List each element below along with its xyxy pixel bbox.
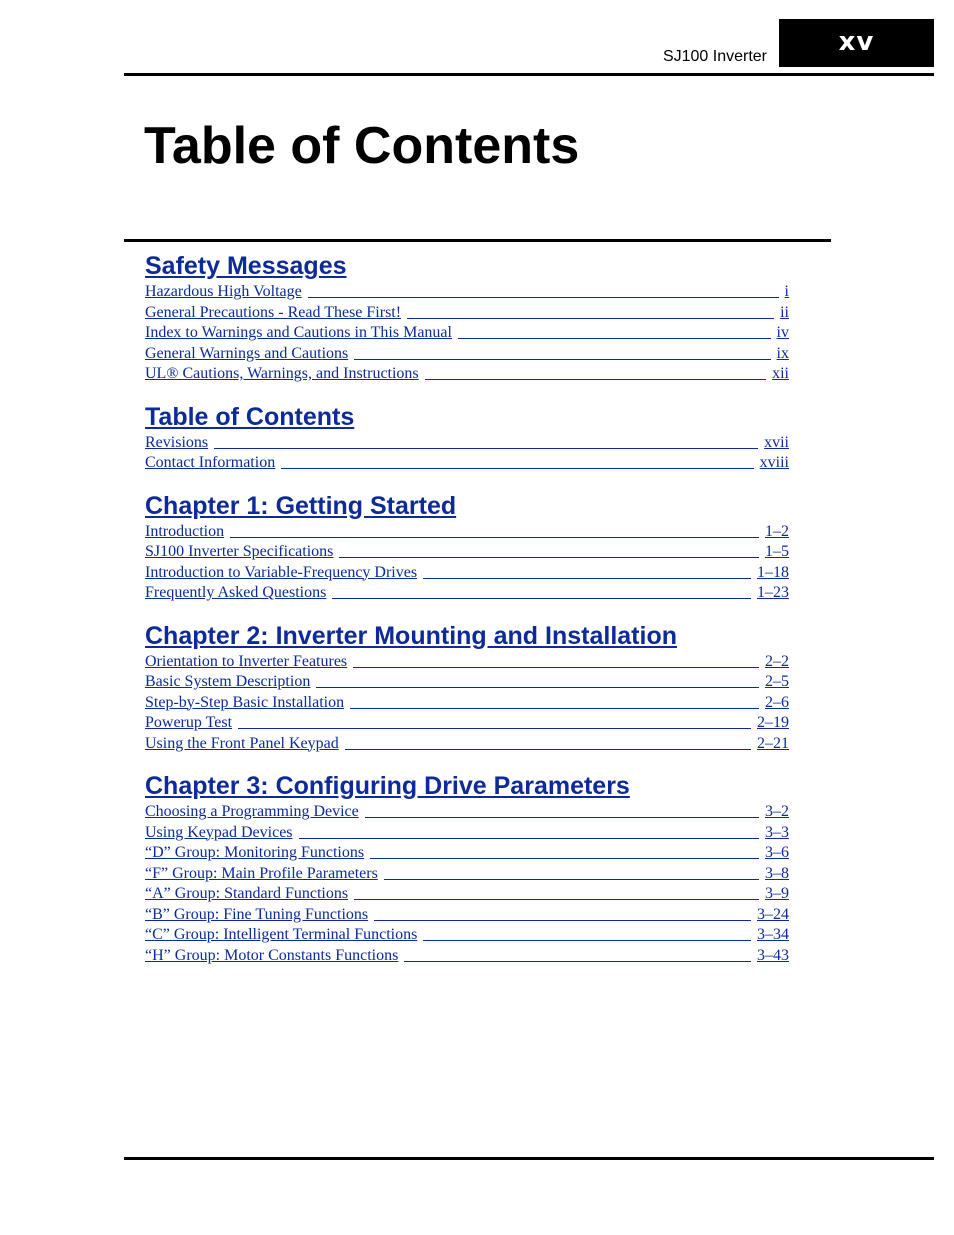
toc-entry[interactable] — [145, 844, 789, 865]
toc-entry-page: 2–19 — [757, 714, 789, 731]
dot-leader — [370, 844, 759, 859]
toc-entry[interactable] — [145, 653, 789, 674]
dot-leader — [374, 906, 751, 921]
toc-entry-label: Introduction to Variable-Frequency Drives — [145, 563, 418, 581]
dot-leader — [425, 365, 766, 380]
dot-leader — [308, 283, 779, 298]
toc-entry-page: xviii — [759, 454, 789, 471]
dot-leader — [316, 673, 759, 688]
header-rule — [124, 73, 934, 76]
toc-entry[interactable] — [145, 885, 789, 906]
toc-entry-page: 1–18 — [757, 563, 789, 581]
toc-entry-label: Using Keypad Devices — [145, 823, 293, 841]
toc-entry[interactable] — [145, 824, 789, 845]
title-rule — [124, 239, 831, 242]
footer-rule — [124, 1157, 934, 1160]
toc-entry[interactable] — [145, 735, 789, 756]
toc-entry-label: Contact Information — [145, 454, 276, 471]
toc-entry[interactable] — [145, 434, 789, 455]
toc-entry-label: “B” Group: Fine Tuning Functions — [145, 905, 369, 923]
toc-entry-label: UL® Cautions, Warnings, and Instructions — [145, 365, 419, 382]
dot-leader — [384, 865, 759, 880]
toc-entry-page: 3–24 — [757, 905, 789, 923]
toc-section-chapter-3 — [145, 769, 789, 967]
toc-entry-page: xii — [772, 365, 789, 382]
page-number-tab: xv — [779, 19, 934, 67]
toc-entry[interactable] — [145, 304, 789, 325]
dot-leader — [353, 653, 759, 668]
toc-entry-label: Index to Warnings and Cautions in This Manual — [145, 324, 452, 341]
toc-entry-page: i — [784, 283, 789, 300]
toc-section-chapter-1 — [145, 489, 789, 605]
toc-entry-label: Introduction — [145, 522, 225, 540]
toc-entry-page: ii — [780, 303, 789, 321]
dot-leader — [299, 824, 759, 839]
toc-section-table-of-contents — [145, 400, 789, 475]
toc-entry-label: Step-by-Step Basic Installation — [145, 693, 345, 711]
toc-entry[interactable] — [145, 803, 789, 824]
toc-entry[interactable] — [145, 283, 789, 304]
dot-leader — [339, 543, 759, 558]
dot-leader — [350, 694, 759, 709]
section-heading-link[interactable]: Table of Contents — [145, 402, 355, 431]
toc-section-chapter-2 — [145, 619, 789, 756]
toc-entry[interactable] — [145, 564, 789, 585]
section-heading-link[interactable]: Safety Messages — [145, 252, 347, 280]
toc-entry-label: Orientation to Inverter Features — [145, 652, 348, 670]
dot-leader — [281, 454, 753, 469]
toc-entry-page: 3–34 — [757, 926, 789, 943]
dot-leader — [423, 926, 751, 941]
section-heading-link[interactable]: Chapter 1: Getting Started — [145, 491, 457, 520]
dot-leader — [354, 345, 770, 360]
dot-leader — [230, 523, 759, 538]
toc-entry-label: General Precautions - Read These First! — [145, 303, 402, 321]
dot-leader — [238, 714, 751, 729]
dot-leader — [354, 885, 759, 900]
toc-entry-page: 3–43 — [757, 946, 789, 964]
toc-entry-page: 3–6 — [765, 844, 789, 861]
toc-entry[interactable] — [145, 926, 789, 947]
toc-entry-label: Hazardous High Voltage — [145, 283, 302, 300]
toc-entry-label: Frequently Asked Questions — [145, 584, 327, 601]
toc-entry[interactable] — [145, 714, 789, 735]
dot-leader — [365, 803, 759, 818]
toc-entry-page: 2–2 — [765, 652, 789, 670]
toc-entry-label: “C” Group: Intelligent Terminal Functions — [145, 926, 418, 943]
toc-entry[interactable] — [145, 694, 789, 715]
toc-entry-label: Revisions — [145, 433, 209, 451]
toc-entry[interactable] — [145, 523, 789, 544]
toc-entry-label: General Warnings and Cautions — [145, 344, 349, 362]
toc-entry[interactable] — [145, 865, 789, 886]
toc-entry-page: xvii — [764, 433, 789, 451]
toc-entry-label: SJ100 Inverter Specifications — [145, 543, 334, 560]
toc-entry-label: Basic System Description — [145, 673, 311, 690]
dot-leader — [404, 947, 751, 962]
toc-entry-page: 3–9 — [765, 885, 789, 902]
toc-entry-page: 2–5 — [765, 673, 789, 690]
toc-entry[interactable] — [145, 947, 789, 968]
toc-entry[interactable] — [145, 365, 789, 386]
toc-entry[interactable] — [145, 673, 789, 694]
toc-entry-page: 1–2 — [765, 522, 789, 540]
dot-leader — [458, 324, 771, 339]
running-title: SJ100 Inverter — [662, 48, 767, 65]
toc-entry[interactable] — [145, 584, 789, 605]
toc-entry-page: 3–2 — [765, 803, 789, 820]
toc-section-safety-messages — [145, 249, 789, 386]
toc-entry-label: Powerup Test — [145, 714, 233, 731]
toc-entry-label: Using the Front Panel Keypad — [145, 734, 339, 752]
dot-leader — [345, 735, 751, 750]
section-heading-link[interactable]: Chapter 2: Inverter Mounting and Installation — [145, 621, 677, 650]
toc-entry[interactable] — [145, 345, 789, 366]
toc-entry-page: 3–8 — [765, 864, 789, 882]
dot-leader — [423, 564, 751, 579]
table-of-contents — [145, 249, 789, 981]
dot-leader — [407, 304, 774, 319]
toc-entry-label: “F” Group: Main Profile Parameters — [145, 864, 378, 882]
toc-entry[interactable] — [145, 543, 789, 564]
toc-entry-page: 3–3 — [765, 823, 789, 841]
toc-entry-page: 2–6 — [765, 693, 789, 711]
toc-entry-page: iv — [776, 324, 789, 341]
toc-entry-page: 1–23 — [757, 584, 789, 601]
dot-leader — [332, 584, 751, 599]
dot-leader — [214, 434, 758, 449]
toc-entry[interactable] — [145, 454, 789, 475]
toc-entry-page: 1–5 — [765, 543, 789, 560]
toc-entry-label: Choosing a Programming Device — [145, 803, 359, 820]
section-heading-link[interactable]: Chapter 3: Configuring Drive Parameters — [145, 772, 630, 800]
page-title: Table of Contents — [144, 117, 580, 175]
toc-entry-label: “D” Group: Monitoring Functions — [145, 844, 365, 861]
toc-entry-label: “H” Group: Motor Constants Functions — [145, 946, 399, 964]
toc-entry-label: “A” Group: Standard Functions — [145, 885, 349, 902]
toc-entry-page: 2–21 — [757, 734, 789, 752]
toc-entry[interactable] — [145, 906, 789, 927]
toc-entry[interactable] — [145, 324, 789, 345]
toc-entry-page: ix — [776, 344, 789, 362]
